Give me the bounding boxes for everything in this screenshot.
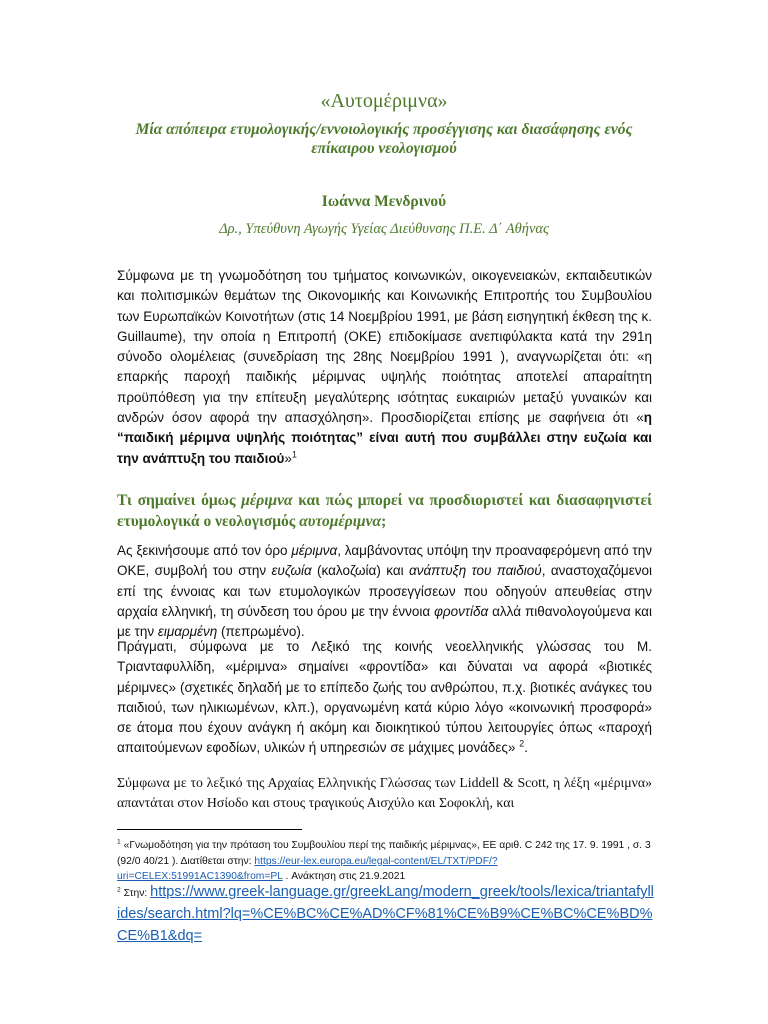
document-subtitle: Μία απόπειρα ετυμολογικής/εννοιολογικής προσέγγισης και διασάφησης ενός επίκαιρου νεολογισμού bbox=[135, 121, 633, 157]
text-run: Ας ξεκινήσουμε από τον όρο bbox=[117, 543, 292, 558]
document-title: «Αυτομέριμνα» bbox=[320, 90, 448, 112]
paragraph-1-end: » bbox=[284, 450, 292, 466]
footnote-ref-2[interactable]: 2 bbox=[519, 738, 525, 749]
text-run: (καλοζωία) και bbox=[311, 563, 410, 579]
heading-part: Τι σημαίνει όμως bbox=[117, 492, 242, 509]
footnote-2 bbox=[117, 882, 657, 948]
footnote-1-text: «Γνωμοδότηση για την πρόταση του Συμβουλίου περί της παιδικής μέριμνας», ΕΕ αριθ. C 242 της 17. 9. 1991 , σ. 3 (92/0 40/21 ). Διατίθεται στην: bbox=[117, 840, 651, 867]
italic-term: ανάπτυξη του παιδιού bbox=[409, 563, 542, 579]
heading-italic-term: αυτομέριμνα bbox=[299, 512, 382, 530]
text-run: , αναστοχαζόμενοι επί της έννοιας και των ετυμολογικών προσεγγίσεων που οδηγούν απευθείας στην αρχαία ελληνική, τη σύνδεση του όρου με την έννοια bbox=[117, 563, 652, 619]
footnote-2-text: Στην: bbox=[120, 888, 151, 899]
paragraph-3-end: . bbox=[524, 740, 528, 756]
italic-term: μέριμνα bbox=[291, 543, 338, 558]
paragraph-2 bbox=[117, 541, 652, 642]
heading-part: ; bbox=[381, 512, 387, 530]
paragraph-3 bbox=[117, 637, 652, 759]
footnote-2-number: 2 bbox=[117, 886, 121, 894]
italic-term: ειμαρμένη bbox=[157, 624, 218, 640]
author-name: Ιωάννα Μενδρινού bbox=[321, 193, 447, 210]
paragraph-1-text: Σύμφωνα με τη γνωμοδότηση του τμήματος κοινωνικών, οικογενειακών, εκπαιδευτικών και πολιτισμικών θεμάτων της Οικονομικής και Κοινωνικής Επιτροπής του Συμβουλίου των Ευρωπαϊκών Κοινοτήτων (στις 14 Νοεμβρίου 1991, με βάση εισηγητική έκθεση της κ. Guillaume), την οποία η Επιτροπή (ΟΚΕ) επιδοκίμασε ανεπιφύλακτα κατά την 291η σύνοδο ολομέλειας (συνεδρίαση της 28ης Νοεμβρίου 1991 ), αναγνωρίζεται ότι: «η επαρκής παροχή παιδικής μέριμνας υψηλής ποιότητας αποτελεί απαραίτητη προϋπόθεση για την επίτευξη μεγαλύτερης ισότητας ευκαιριών μεταξύ γυναικών και ανδρών όσον αφορά την απασχόληση». Προσδιορίζεται επίσης με σαφήνεια ότι « bbox=[117, 268, 652, 426]
footnote-1 bbox=[117, 838, 657, 885]
text-run: , λαμβάνοντας υπόψη την προαναφερόμενη από την ΟΚΕ, συμβολή του στην bbox=[117, 543, 653, 579]
footnote-1-number: 1 bbox=[117, 838, 121, 846]
footnote-ref-1[interactable]: 1 bbox=[291, 449, 297, 460]
text-run: (πεπρωμένο). bbox=[217, 624, 305, 640]
footnote-separator bbox=[117, 829, 302, 830]
paragraph-3-text: Πράγματι, σύμφωνα με το Λεξικό της κοινής νεοελληνικής γλώσσας του Μ. Τριανταφυλλίδη, «μέριμνα» σημαίνει «φροντίδα» και δύναται να αφορά «βιοτικές μέριμνες» (σχετικές δηλαδή με το επίπεδο ζωής του ανθρώπου, π.χ. βιοτικές ανάγκες του παιδιού, των ηλικιωμένων, κλπ.), οργανωμένη κατά κύριο λόγο «κοινωνική προσφορά» σε άτομα που έχουν ανάγκη ή ακόμη και διοικητικού τύπου λειτουργίες όπως «παροχή απαιτούμενων εφοδίων, υλικών ή υπηρεσιών σε μάχιμες μονάδες» bbox=[117, 639, 652, 756]
author-affiliation: Δρ., Υπεύθυνη Αγωγής Υγείας Διεύθυνσης Π.Ε. Δ΄ Αθήνας bbox=[219, 221, 549, 237]
footnote-2-link[interactable]: https://www.greek-language.gr/greekLang/modern_greek/tools/lexica/triantafyllides/search.html?lq=%CE%BC%CE%AD%CF%81%CE%B9%CE%BC%CE%BD%CE%B1&dq= bbox=[117, 884, 654, 944]
section-heading bbox=[117, 491, 652, 532]
text-run: αλλά πιθανολογούμενα και με την bbox=[117, 603, 652, 640]
italic-term: φροντίδα bbox=[434, 603, 489, 619]
paragraph-4: Σύμφωνα με το λεξικό της Αρχαίας Ελληνικής Γλώσσας των Liddell & Scott, η λέξη «μέριμνα» απαντάται στον Ησίοδο και στους τραγικούς Αισχύλο και Σοφοκλή, και bbox=[117, 775, 652, 811]
heading-italic-term: μέριμνα bbox=[241, 492, 293, 509]
paragraph-1 bbox=[117, 266, 652, 469]
footnote-1-after: . Ανάκτηση στις 21.9.2021 bbox=[282, 871, 406, 882]
footnote-1-link[interactable]: https://eur-lex.europa.eu/legal-content/EL/TXT/PDF/?uri=CELEX:51991AC1390&from=PL bbox=[117, 855, 498, 882]
heading-part: και πώς μπορεί να προσδιοριστεί και διασαφηνιστεί ετυμολογικά ο νεολογισμός bbox=[117, 492, 652, 530]
paragraph-1-bold: η “παιδική μέριμνα υψηλής ποιότητας” είναι αυτή που συμβάλλει στην ευζωία και την ανάπτυξη του παιδιού bbox=[117, 410, 652, 466]
italic-term: ευζωία bbox=[271, 563, 312, 579]
